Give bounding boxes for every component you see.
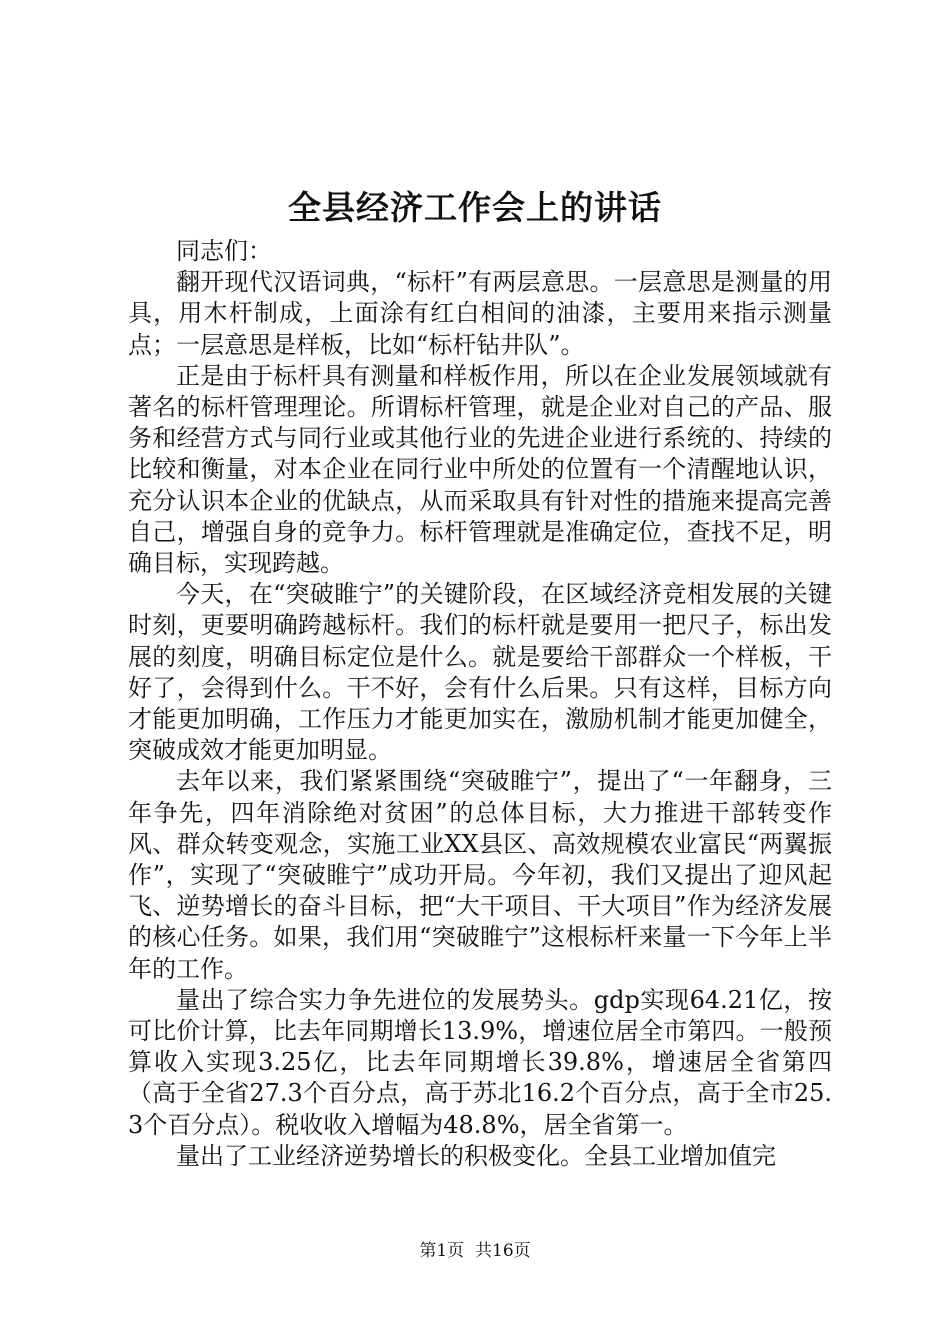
- document-body: [128, 236, 832, 1172]
- paragraph: 正是由于标杆具有测量和样板作用，所以在企业发展领域就有著名的标杆管理理论。所谓标杆管理，就是企业对自己的产品、服务和经营方式与同行业或其他行业的先进企业进行系统的、持续的比较和衡量，对本企业在同行业中所处的位置有一个清醒地认识，充分认识本企业的优缺点，从而采取具有针对性的措施来提高完善自己，增强自身的竞争力。标杆管理就是准确定位，查找不足，明确目标，实现跨越。: [128, 361, 832, 578]
- paragraph-greeting: 同志们：: [176, 237, 272, 265]
- paragraph: 翻开现代汉语词典，“标杆”有两层意思。一层意思是测量的用具，用木杆制成，上面涂有红白相间的油漆，主要用来指示测量点；一层意思是样板，比如“标杆钻井队”。: [128, 268, 832, 359]
- footer-spacer: [464, 1241, 475, 1261]
- paragraph: 去年以来，我们紧紧围绕“突破睢宁”，提出了“一年翻身，三年争先，四年消除绝对贫困”的总体目标，大力推进干部转变作风、群众转变观念，实施工业XX县区、高效规模农业富民“两翼振作”，实现了“突破睢宁”成功开局。今年初，我们又提出了迎风起飞、逆势增长的奋斗目标，把“大干项目、干大项目”作为经济发展的核心任务。如果，我们用“突破睢宁”这根标杆来量一下今年上半年的工作。: [128, 767, 832, 983]
- page-footer: [0, 1239, 950, 1263]
- document-title: 全县经济工作会上的讲话: [288, 188, 662, 227]
- page-number: 第1页: [419, 1241, 465, 1261]
- total-pages: 共16页: [475, 1241, 531, 1261]
- paragraph: 量出了工业经济逆势增长的积极变化。全县工业增加值完: [176, 1141, 776, 1170]
- paragraph: 今天，在“突破睢宁”的关键阶段，在区域经济竞相发展的关键时刻，更要明确跨越标杆。我们的标杆就是要用一把尺子，标出发展的刻度，明确目标定位是什么。就是要给干部群众一个样板，干好了，会得到什么。干不好，会有什么后果。只有这样，目标方向才能更加明确，工作压力才能更加实在，激励机制才能更加健全，突破成效才能更加明显。: [128, 580, 832, 765]
- paragraph: 量出了综合实力争先进位的发展势头。gdp实现64.21亿，按可比价计算，比去年同期增长13.9%，增速位居全市第四。一般预算收入实现3.25亿，比去年同期增长39.8%，增速居全省第四（高于全省27.3个百分点，高于苏北16.2个百分点，高于全市25.3个百分点）。税收收入增幅为48.8%，居全省第一。: [128, 985, 832, 1139]
